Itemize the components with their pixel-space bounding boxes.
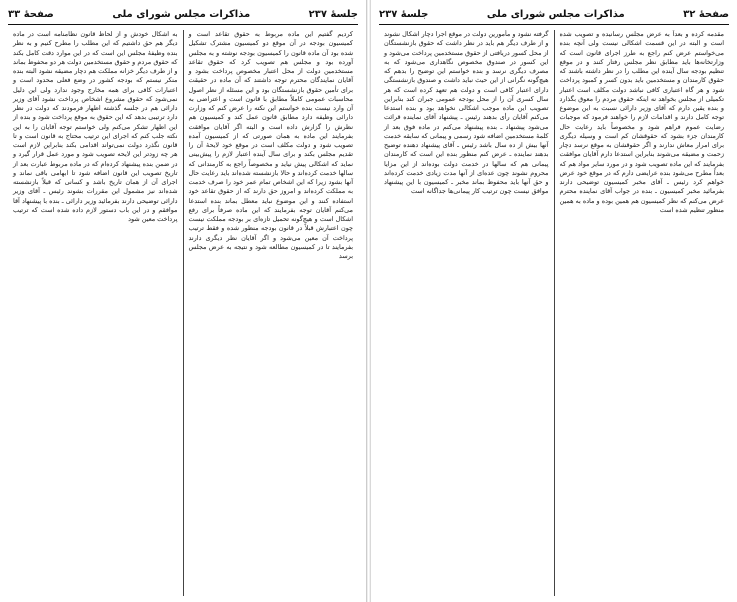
right-page-number: صفحهٔ ۳۲: [683, 8, 729, 20]
right-column-left: [379, 30, 554, 596]
right-column-right: [555, 30, 730, 596]
right-column-left-text: گرفته نشود و مأمورین دولت در موقع اجرا دچار اشکال نشوند و از طرف دیگر هم باید در نظر داشت که حقوق بازنشستگان از محل کسور دریافتی از حقوق مستخدمین پرداخت می‌شود و این کسور در صندوق مخصوص نگاهداری می‌شود که به مصرف دیگری نرسد و بنده خواستم این توضیح را بدهم که هیچ‌گونه نگرانی از این حیث نباید داشت و صندوق بازنشستگی دارای اعتبار کافی است و دولت هم تعهد کرده است که هر سال کسری آن را از محل بودجه عمومی جبران کند بنابراین تصویب این ماده موجب اشکالی نخواهد بود و بنده استدعا می‌کنم آقایان رأی بدهند رئیس ـ پیشنهاد آقای نماینده قرائت می‌شود پیشنهاد ـ بنده پیشنهاد می‌کنم در ماده فوق بعد از کلمهٔ مستخدمین اضافه شود رسمی و پیمانی که سابقه خدمت آنها بیش از ده سال باشد رئیس ـ آقای پیشنهاد دهنده توضیح بدهند نماینده ـ عرض کنم منظور بنده این است که کارمندان پیمانی هم که سالها در خدمت دولت بوده‌اند از این مزایا محروم نشوند چون عده‌ای از آنها مدت زیادی خدمت کرده‌اند و حق آنها باید محفوظ بماند مخبر ـ کمیسیون با این پیشنهاد موافق نیست چون ترتیب کار پیمانی‌ها جداگانه است: [384, 30, 549, 196]
right-running-title: مذاکرات مجلس شورای ملی: [486, 8, 625, 20]
left-columns: [8, 30, 358, 596]
left-page: [0, 0, 366, 602]
right-session-label: جلسهٔ ۲۳۷: [379, 8, 429, 20]
right-page-header: [379, 6, 729, 22]
left-header-rule: [8, 24, 358, 25]
left-page-header: [8, 6, 358, 22]
left-column-left-text: به اشکال خودش و از لحاظ قانون نظامنامه است در ماده دیگر هم حق داشتیم که این مطلب را مطرح کنیم و به نظر بنده وظیفهٔ مجلس این است که در این موارد دقت کامل بکند که حقوق مردم و حقوق مستخدمین دولت هر دو محفوظ بماند و از طرف دیگر خزانه مملکت هم دچار مضیقه نشود البته بنده منکر نیستم که بودجه کشور در وضع فعلی محدود است و اعتبارات کافی برای همه مخارج وجود ندارد ولی این دلیل نمی‌شود که حقوق مشروع اشخاص پرداخت نشود آقای وزیر دارائی هم در جلسه گذشته اظهار فرمودند که دولت در نظر دارد ترتیبی بدهد که این حقوق به موقع پرداخت شود و بنده از این اظهار تشکر می‌کنم ولی خواستم توجه آقایان را به این نکته جلب کنم که اجرای این ترتیب محتاج به قانون است و تا قانون نگذرد دولت نمی‌تواند اقدامی بکند بنابراین لازم است هر چه زودتر این لایحه تصویب شود و مورد عمل قرار گیرد و در ضمن بنده پیشنهاد کرده‌ام که در ماده مربوط عبارت بعد از تاریخ تصویب این قانون اضافه شود تا ابهامی باقی نماند و اجرای آن از همان تاریخ باشد و کسانی که قبلاً بازنشسته شده‌اند نیز مشمول این مقررات بشوند رئیس ـ آقای وزیر دارائی توضیحی دارند بفرمائید وزیر دارائی ـ بنده با پیشنهاد آقا موافقم و در این باب دستور لازم داده شده است که ترتیب پرداخت معین شود: [13, 30, 178, 223]
right-header-rule: [379, 24, 729, 25]
left-column-right: [184, 30, 359, 596]
left-running-title: مذاکرات مجلس شورای ملی: [112, 8, 251, 20]
left-column-right-text: کردیم گفتیم این ماده مربوط به حقوق تقاعد است و کمیسیون بودجه در آن موقع دو کمیسیون مشترک تشکیل شده بود آن ماده قانون را کمیسیون بودجه نوشته و به مجلس آورده بود و مجلس هم تصویب کرد که حقوق تقاعد مستخدمین دولت از محل اعتبار مخصوص پرداخت بشود و آقایان نمایندگان محترم توجه داشتند که آن ماده در حقیقت برای تأمین حقوق بازنشستگان بود و این مسئله از نظر اصول محاسبات عمومی کاملاً مطابق با قانون است و اعتراضی به آن وارد نیست بنده خواستم این نکته را عرض کنم که وزارت دارائی وظیفه دارد مطابق قانون عمل کند و کمیسیون هم نظرش را گزارش داده است و البته اگر آقایان موافقت بفرمایند این ماده به همان صورتی که از کمیسیون آمده تصویب شود و دولت مکلف است در موقع خود لایحهٔ آن را تقدیم مجلس بکند و برای سال آینده اعتبار لازم را پیش‌بینی نماید که اشکالی پیش نیاید و مخصوصاً راجع به کارمندانی که سالها خدمت کرده‌اند و حالا بازنشسته شده‌اند باید رعایت حال آنها بشود زیرا که این اشخاص تمام عمر خود را صرف خدمت به مملکت کرده‌اند و امروز حق دارند که از حقوق تقاعد خود استفاده کنند و این موضوع نباید معطل بماند بنده استدعا می‌کنم آقایان توجه بفرمایند که این ماده صرفاً برای رفع اشکال است و هیچ‌گونه تحمیل تازه‌ای بر بودجه مملکت نیست چون اعتبارش قبلاً در قانون بودجه منظور شده و فقط ترتیب پرداخت آن معین می‌شود و اگر آقایان نظر دیگری دارند بفرمایند تا در کمیسیون مطالعه شود و نتیجه به عرض مجلس برسد: [188, 30, 353, 260]
left-page-number: صفحهٔ ۳۳: [8, 8, 54, 20]
left-session-label: جلسهٔ ۲۳۷: [308, 8, 358, 20]
right-page: [371, 0, 737, 602]
right-columns: [379, 30, 729, 596]
right-column-right-text: مقدمه کرده و بعداً به عرض مجلس رسانیده و تصویب شده است و البته در این قسمت اشکالی نیست ولی آنچه بنده می‌خواستم عرض کنم راجع به طرز اجرای قانون است که وزارتخانه‌ها باید مطابق نظر مجلس رفتار کنند و در موقع تنظیم بودجه سال آینده این مطلب را در نظر داشته باشند که حقوق کارمندان و مستخدمین باید بدون کسر و کمبود پرداخت شود و هر گاه اعتباری کافی نباشد دولت مکلف است اعتبار تکمیلی از مجلس بخواهد نه اینکه حقوق مردم را معوق بگذارد و بنده یقین دارم که آقای وزیر دارائی نسبت به این موضوع توجه کامل دارند و اقدامات لازم را خواهند فرمود که موجبات رضایت عموم فراهم شود و مخصوصاً باید رعایت حال کارمندان جزء بشود که حقوقشان کم است و وسیله دیگری برای امرار معاش ندارند و اگر حقوقشان به موقع نرسد دچار زحمت و مضیقه می‌شوند بنابراین استدعا دارم آقایان موافقت بفرمایند که این ماده تصویب شود و در مورد سایر مواد هم که بعداً مطرح می‌شود بنده عرایضی دارم که در موقع خود عرض خواهم کرد رئیس ـ آقای مخبر کمیسیون توضیحی دارند بفرمائید مخبر کمیسیون ـ بنده در جواب آقای نماینده محترم عرض می‌کنم که نظر کمیسیون هم همین بوده و ماده به همین منظور تنظیم شده است: [559, 30, 724, 214]
left-column-left: [8, 30, 183, 596]
